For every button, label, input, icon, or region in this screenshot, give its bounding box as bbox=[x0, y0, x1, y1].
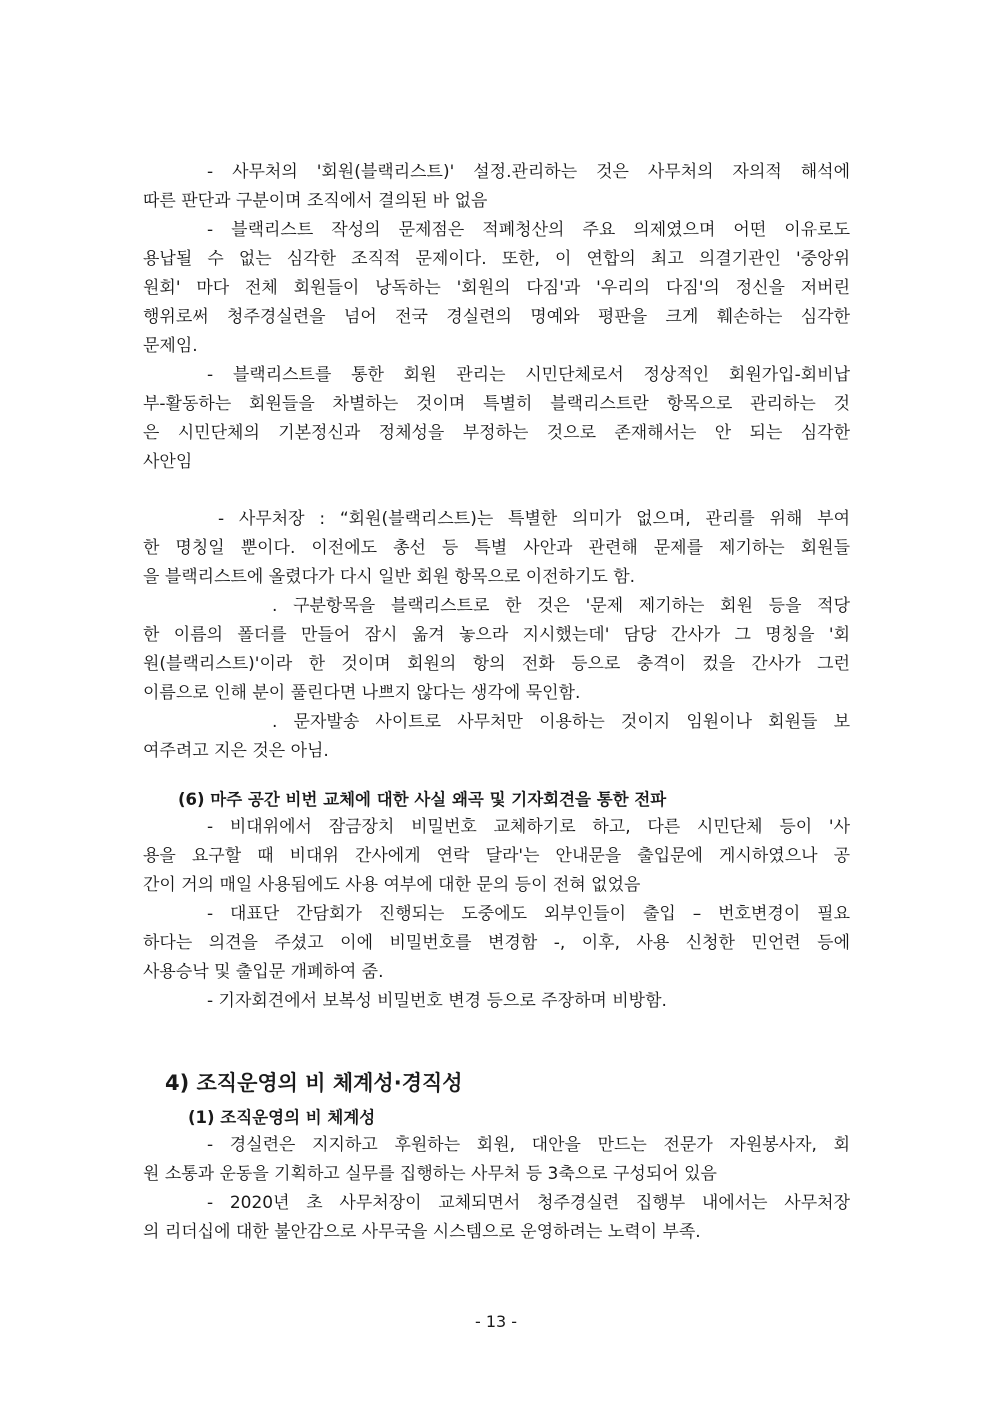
paragraph-line: - 블랙리스트를 통한 회원 관리는 시민단체로서 정상적인 회원가입-회비납 bbox=[207, 365, 850, 385]
paragraph-line: - 사무처장 : “회원(블랙리스트)는 특별한 의미가 없으며, 관리를 위해 부여 bbox=[218, 509, 850, 529]
paragraph-line: - 대표단 간담회가 진행되는 도중에도 외부인들이 출입 – 번호변경이 필요 bbox=[207, 904, 850, 924]
paragraph-line: 사안임 bbox=[143, 452, 193, 472]
paragraph-line: 용납될 수 없는 심각한 조직적 문제이다. 또한, 이 연합의 최고 의결기관인 '중앙위 bbox=[143, 249, 850, 269]
paragraph-line: - 2020년 초 사무처장이 교체되면서 청주경실련 집행부 내에서는 사무처장 bbox=[207, 1193, 850, 1213]
paragraph-line: 간이 거의 매일 사용됨에도 사용 여부에 대한 문의 등이 전혀 없었음 bbox=[143, 875, 641, 895]
paragraph-line: - 사무처의 '회원(블랙리스트)' 설정.관리하는 것은 사무처의 자의적 해석에 bbox=[207, 162, 850, 182]
paragraph-line: 의 리더십에 대한 불안감으로 사무국을 시스템으로 운영하려는 노력이 부족. bbox=[143, 1222, 701, 1242]
paragraph-line: 행위로써 청주경실련을 넘어 전국 경실련의 명예와 평판을 크게 훼손하는 심각한 bbox=[143, 307, 850, 327]
paragraph-line: 한 이름의 폴더를 만들어 잠시 옮겨 놓으라 지시했는데' 담당 간사가 그 명칭을 '회 bbox=[143, 625, 850, 645]
paragraph-line: 부-활동하는 회원들을 차별하는 것이며 특별히 블랙리스트란 항목으로 관리하는 것 bbox=[143, 394, 850, 414]
paragraph-line: 문제임. bbox=[143, 336, 198, 356]
paragraph-line: - 기자회견에서 보복성 비밀번호 변경 등으로 주장하며 비방함. bbox=[207, 991, 667, 1011]
paragraph-line: 하다는 의견을 주셨고 이에 비밀번호를 변경함 -, 이후, 사용 신청한 민언련 등에 bbox=[143, 933, 850, 953]
paragraph-line: 따른 판단과 구분이며 조직에서 결의된 바 없음 bbox=[143, 191, 488, 211]
paragraph-line: 원 소통과 운동을 기획하고 실무를 집행하는 사무처 등 3축으로 구성되어 있음 bbox=[143, 1164, 717, 1184]
paragraph-line: 원회' 마다 전체 회원들이 낭독하는 '회원의 다짐'과 '우리의 다짐'의 정신을 저버린 bbox=[143, 278, 850, 298]
subsection-heading-1: (1) 조직운영의 비 체계성 bbox=[188, 1108, 376, 1127]
paragraph-line: 원(블랙리스트)'이라 한 것이며 회원의 항의 전화 등으로 충격이 컸을 간사가 그런 bbox=[143, 654, 850, 674]
paragraph-line: 사용승낙 및 출입문 개폐하여 줌. bbox=[143, 962, 384, 982]
paragraph-line: 여주려고 지은 것은 아님. bbox=[143, 741, 329, 761]
section-title: 4) 조직운영의 비 체계성·경직성 bbox=[165, 1071, 463, 1095]
paragraph-line: - 블랙리스트 작성의 문제점은 적폐청산의 주요 의제였으며 어떤 이유로도 bbox=[207, 220, 850, 240]
subsection-heading-6: (6) 마주 공간 비번 교체에 대한 사실 왜곡 및 기자회견을 통한 전파 bbox=[178, 790, 667, 809]
page-number: - 13 - bbox=[474, 1312, 518, 1331]
paragraph-line: - 비대위에서 잠금장치 비밀번호 교체하기로 하고, 다른 시민단체 등이 '사 bbox=[207, 817, 850, 837]
paragraph-line: . 문자발송 사이트로 사무처만 이용하는 것이지 임원이나 회원들 보 bbox=[272, 712, 850, 732]
paragraph-line: 은 시민단체의 기본정신과 정체성을 부정하는 것으로 존재해서는 안 되는 심각한 bbox=[143, 423, 850, 443]
paragraph-line: - 경실련은 지지하고 후원하는 회원, 대안을 만드는 전문가 자원봉사자, 회 bbox=[207, 1135, 850, 1155]
paragraph-line: 을 블랙리스트에 올렸다가 다시 일반 회원 항목으로 이전하기도 함. bbox=[143, 567, 636, 587]
paragraph-line: . 구분항목을 블랙리스트로 한 것은 '문제 제기하는 회원 등을 적당 bbox=[272, 596, 850, 616]
paragraph-line: 용을 요구할 때 비대위 간사에게 연락 달라'는 안내문을 출입문에 게시하였으나 공 bbox=[143, 846, 850, 866]
paragraph-line: 한 명칭일 뿐이다. 이전에도 총선 등 특별 사안과 관련해 문제를 제기하는 회원들 bbox=[143, 538, 850, 558]
paragraph-line: 이름으로 인해 분이 풀린다면 나쁘지 않다는 생각에 묵인함. bbox=[143, 683, 581, 703]
